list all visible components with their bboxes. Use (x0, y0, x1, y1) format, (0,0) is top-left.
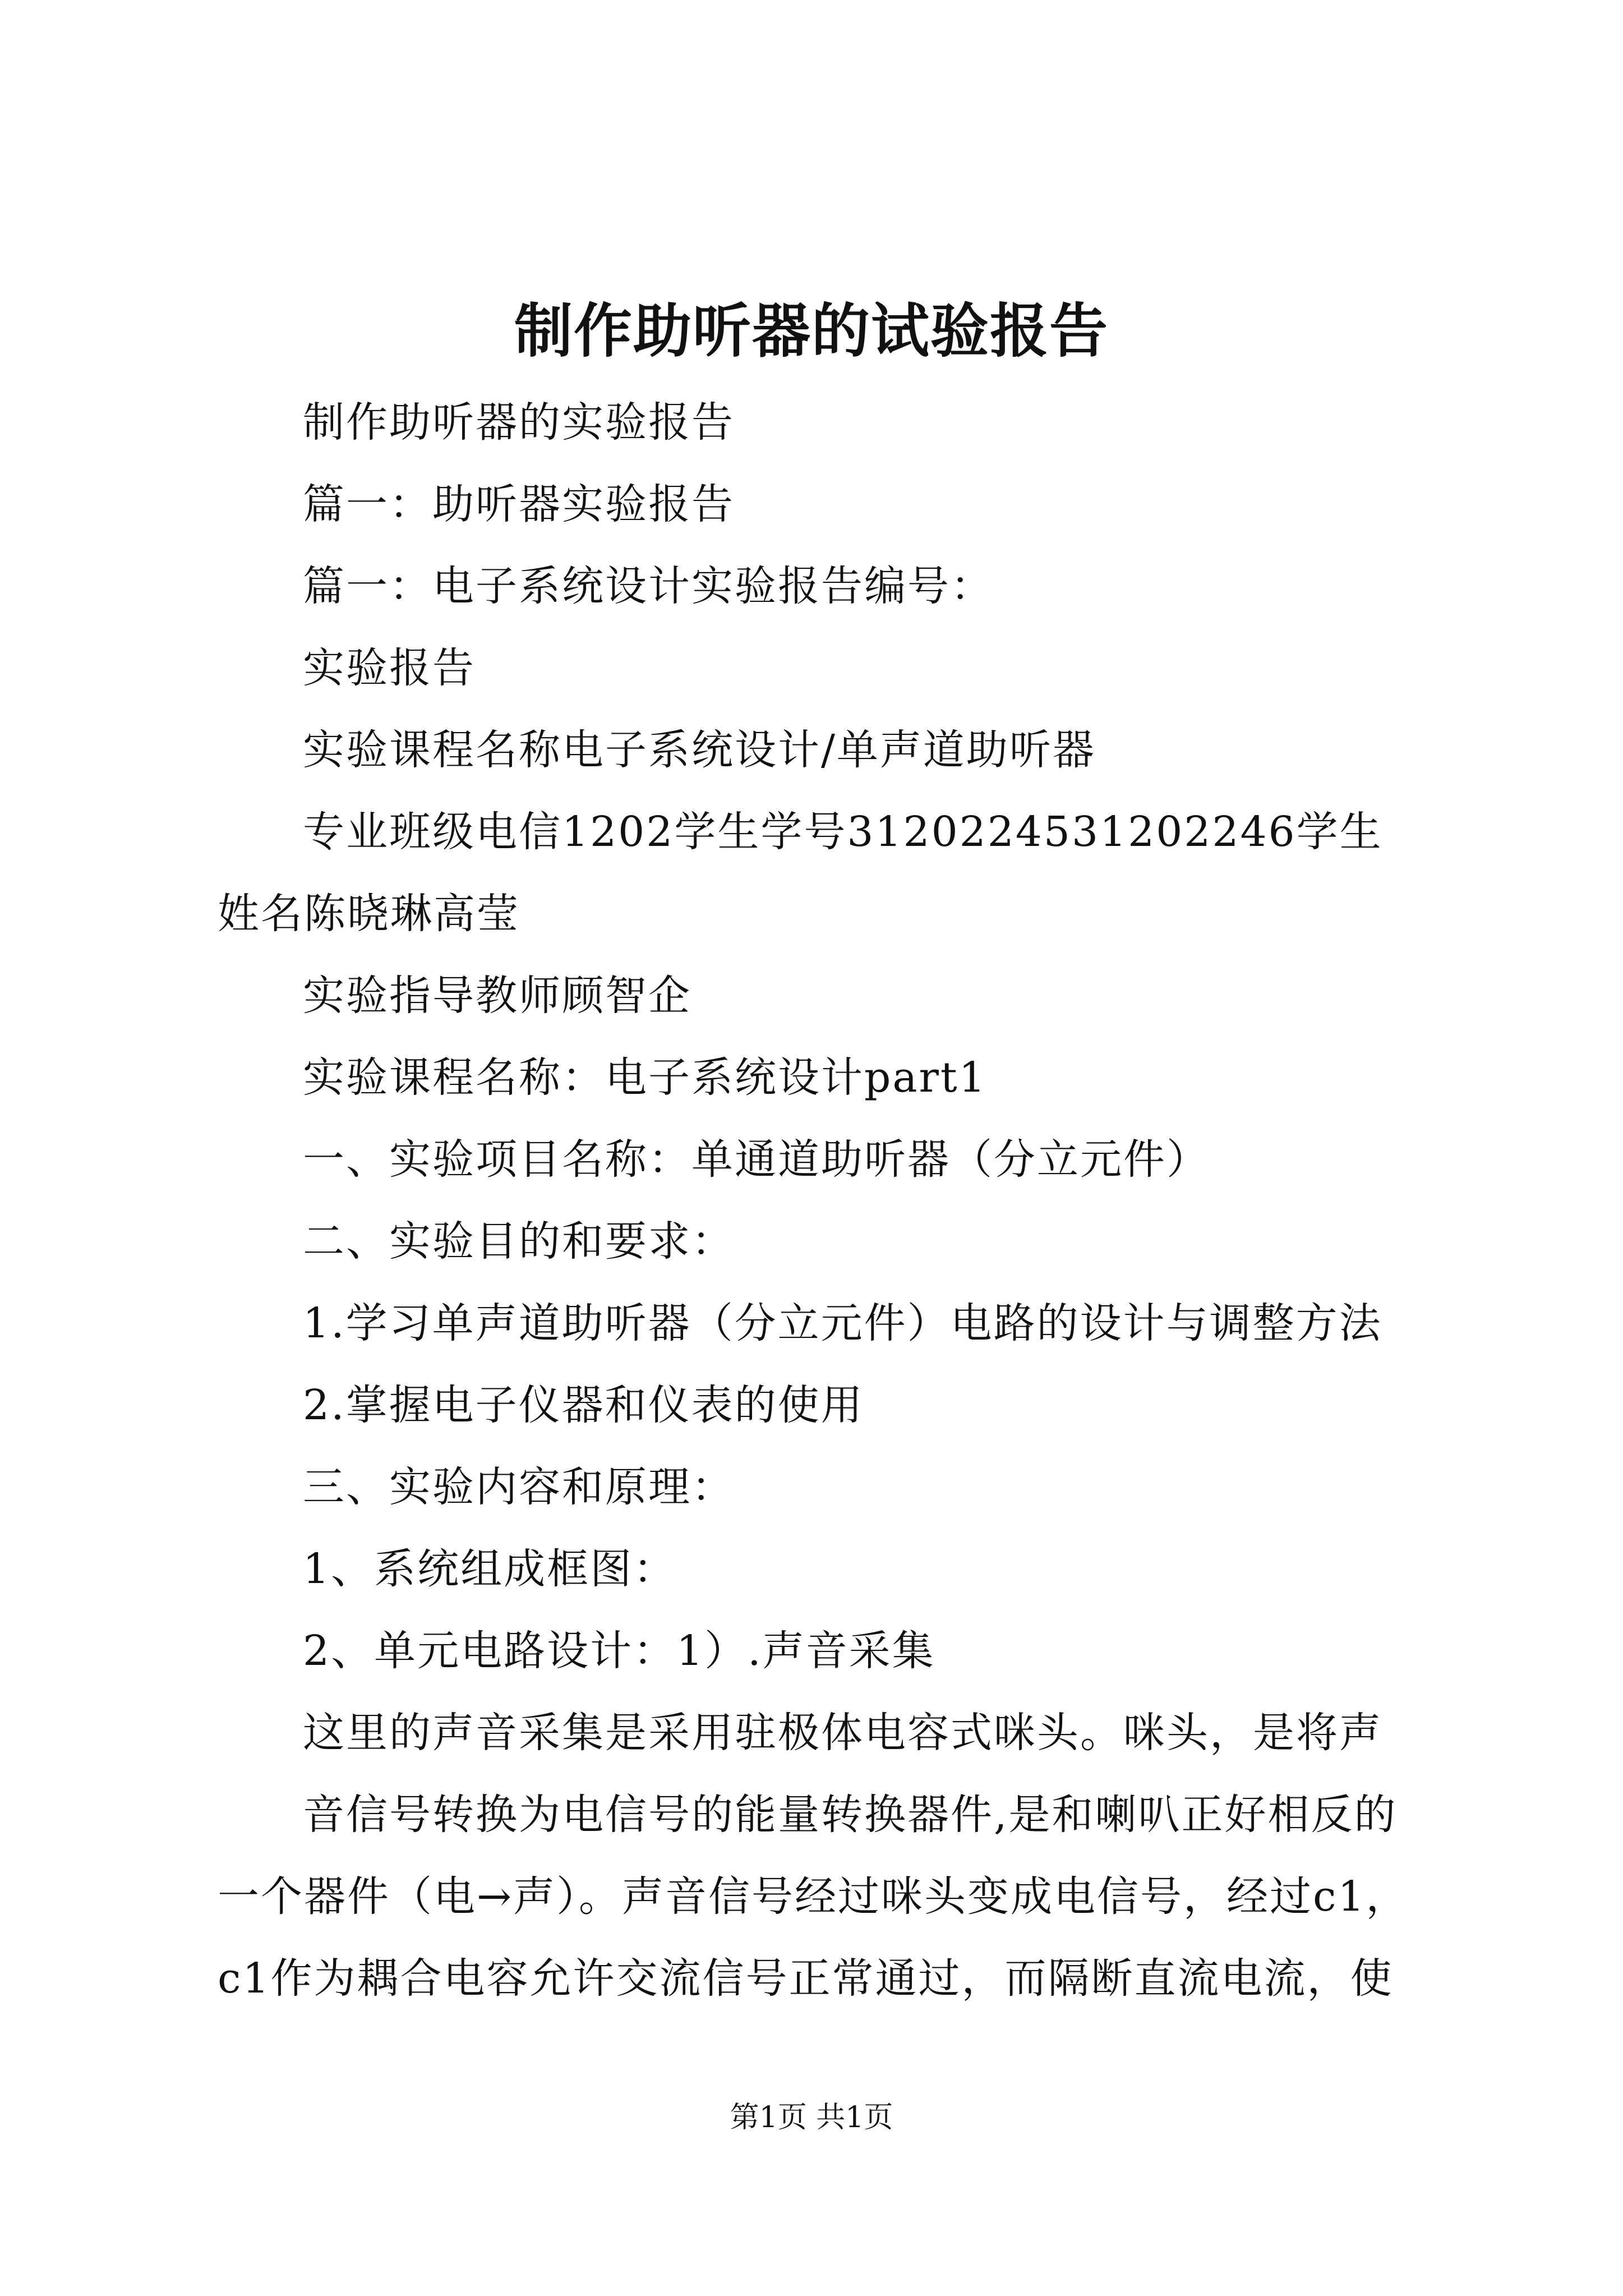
paragraph: 实验课程名称电子系统设计/单声道助听器 (303, 726, 1096, 774)
paragraph: 1、系统组成框图： (303, 1545, 677, 1593)
paragraph: 制作助听器的实验报告 (303, 398, 735, 447)
paragraph: 2.掌握电子仪器和仪表的使用 (303, 1381, 864, 1429)
paragraph: 专业班级电信1202学生学号3120224531202246学生姓名陈晓琳高莹 (218, 808, 1383, 938)
paragraph: 一、实验项目名称：单通道助听器（分立元件） (303, 1135, 1210, 1184)
paragraph: 1.学习单声道助听器（分立元件）电路的设计与调整方法 (303, 1299, 1382, 1347)
document-title: 制作助听器的试验报告 (514, 296, 1109, 365)
paragraph: 实验指导教师顾智企 (303, 972, 691, 1020)
paragraph: 篇一：助听器实验报告 (303, 480, 735, 528)
paragraph: 这里的声音采集是采用驻极体电容式咪头。咪头，是将声 (303, 1709, 1382, 1757)
paragraph: 篇一：电子系统设计实验报告编号： (303, 562, 994, 610)
paragraph: 音信号转换为电信号的能量转换器件,是和喇叭正好相反的一个器件（电→声）。声音信号经过咪头变成电信号，经过c1，c1作为耦合电容允许交流信号正常通过，而隔断直流电流，使 (218, 1791, 1409, 2003)
paragraph: 三、实验内容和原理： (303, 1463, 735, 1511)
paragraph: 实验课程名称：电子系统设计part1 (303, 1053, 987, 1102)
paragraph: 2、单元电路设计：1）.声音采集 (303, 1627, 935, 1675)
paragraph: 实验报告 (303, 644, 476, 692)
page-footer: 第1页 共1页 (730, 2101, 893, 2134)
document-body (218, 381, 1423, 2019)
paragraph: 二、实验目的和要求： (303, 1217, 735, 1266)
